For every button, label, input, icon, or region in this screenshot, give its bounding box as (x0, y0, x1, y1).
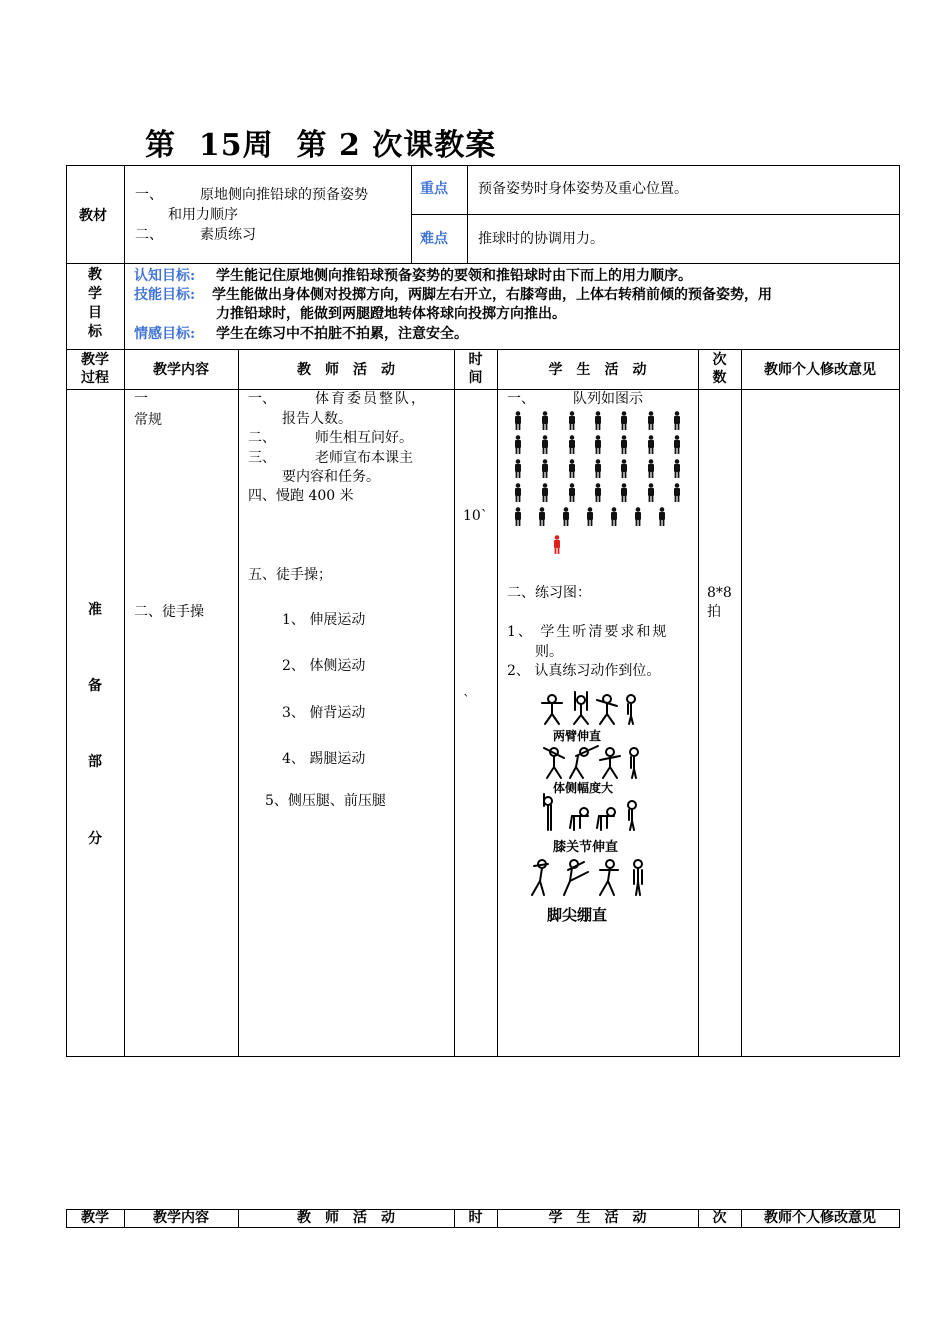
jiaocai-item2-text: 素质练习 (200, 227, 256, 243)
goal-renzhi-text: 学生能记住原地侧向推铅球预备姿势的要领和推铅球时由下而上的用力顺序。 (216, 268, 692, 284)
col-opinion-header: 教师个人修改意见 (764, 362, 876, 378)
content-item2: 二、徒手操 (134, 604, 204, 620)
col-process-header-line1: 教学 (81, 352, 109, 368)
goal-renzhi-label: 认知目标: (134, 268, 196, 284)
student-formation (515, 411, 680, 526)
zhongdian-text: 预备姿势时身体姿势及重心位置。 (478, 181, 688, 197)
student-l4: 2、 认真练习动作到位。 (507, 663, 661, 679)
col-count-header (698, 351, 741, 387)
col-teacher-header: 教 师 活 动 (297, 362, 395, 378)
teacher-l4: 四、慢跑 400 米 (248, 488, 354, 504)
student-l3-cont: 则。 (535, 644, 563, 660)
teacher-l3-text: 老师宣布本课主 (315, 450, 413, 466)
teacher-l3-num: 三、 (248, 450, 276, 466)
count-value: 8*8 (707, 585, 732, 601)
teacher-figure (554, 535, 560, 554)
stick-figure-side-bend-4 (630, 748, 638, 778)
goals-label-3: 目 (88, 305, 102, 321)
teacher-l2-num: 二、 (248, 430, 276, 446)
exercise-caption-3: 膝关节伸直 (553, 840, 619, 855)
stick-figure-side-bend-2 (570, 746, 598, 778)
student-l2: 二、练习图： (507, 585, 591, 601)
time-value: 10` (463, 508, 488, 524)
phase-char-2: 备 (88, 678, 102, 694)
teacher-l1-cont: 报告人数。 (282, 411, 352, 427)
footer-col-process: 教学 (81, 1210, 109, 1226)
phase-char-1: 准 (88, 602, 102, 618)
teacher-ex2: 2、 体侧运动 (282, 658, 366, 674)
stick-figure-kick-2 (564, 860, 588, 895)
stick-figure-arms-overhead (574, 692, 588, 724)
jiaocai-item1-text-cont: 和用力顺序 (168, 207, 238, 223)
stick-figure-bend-1 (544, 794, 552, 830)
jiaocai-label: 教材 (79, 208, 107, 224)
jiaocai-item1-num: 一、 (135, 187, 163, 203)
stick-figure-bend-4 (628, 801, 636, 830)
teacher-l1-num: 一、 (248, 391, 276, 407)
teacher-l2-text: 师生相互问好。 (315, 430, 413, 446)
goal-jineng-text-cont: 力推铅球时，能做到两腿蹬地转体将球向投掷方向推出。 (216, 306, 566, 322)
exercise-caption-1: 两臂伸直 (553, 729, 602, 743)
student-l1-text: 队列如图示 (573, 391, 643, 407)
jiaocai-item1-text: 原地侧向推铅球的预备姿势 (200, 187, 368, 203)
goal-qinggan-label: 情感目标: (134, 326, 196, 342)
col-time-header-line2: 间 (468, 370, 483, 386)
teacher-ex3: 3、 俯背运动 (282, 705, 366, 721)
formation-diagram (505, 405, 705, 565)
stick-figure-arms-up (542, 695, 562, 724)
stick-figure-side-bend-1 (544, 748, 564, 778)
teacher-l1-text: 体育委员整队， (315, 391, 427, 407)
teacher-ex4: 4、 踢腿运动 (282, 751, 366, 767)
stick-figure-kick-3 (600, 860, 618, 895)
footer-col-opinion: 教师个人修改意见 (764, 1210, 876, 1226)
phase-char-4: 分 (88, 831, 102, 847)
count-unit: 拍 (707, 604, 721, 620)
stick-figure-kick-1 (532, 860, 548, 895)
col-student-header: 学 生 活 动 (548, 362, 647, 378)
col-process-header (66, 351, 124, 387)
goals-label-1: 教 (88, 267, 102, 283)
exercise-caption-4: 脚尖绷直 (547, 906, 608, 924)
zhongdian-label: 重点 (420, 181, 448, 197)
stick-figure-arms-side (597, 695, 617, 724)
formation-row-1 (515, 411, 680, 430)
footer-col-time: 时 (468, 1210, 483, 1226)
phase-char-3: 部 (88, 754, 102, 770)
goal-jineng-text: 学生能做出身体侧对投掷方向，两脚左右开立，右膝弯曲，上体右转稍前倾的预备姿势，用 (212, 287, 772, 303)
teacher-l5: 五、徒手操； (248, 567, 332, 583)
exercise-caption-2: 体侧幅度大 (553, 781, 614, 795)
stick-figure-bend-3 (597, 808, 615, 830)
student-l1-num: 一、 (507, 391, 535, 407)
page-title: 第 15周 第 2 次课教案 (145, 128, 497, 163)
stick-figure-kick-4 (634, 860, 642, 895)
col-count-header-line2: 数 (712, 370, 727, 386)
formation-row-2 (515, 435, 680, 454)
nandian-label: 难点 (420, 231, 448, 247)
goal-jineng-label: 技能目标: (134, 287, 196, 303)
student-l3: 1、 学生听清要求和规 (507, 624, 669, 640)
goal-qinggan-text: 学生在练习中不拍脏不拍累，注意安全。 (216, 326, 468, 342)
formation-row-5 (515, 507, 665, 526)
stick-figure-standing (627, 695, 635, 724)
content-item1-num: 一 (134, 391, 148, 407)
content-item1-text: 常规 (134, 412, 162, 428)
col-process-header-line2: 过程 (81, 370, 109, 386)
jiaocai-item2-num: 二、 (135, 227, 163, 243)
stick-figure-bend-2 (570, 808, 588, 830)
exercise-illustration (520, 690, 720, 930)
col-time-header (454, 351, 497, 387)
stick-figure-side-bend-3 (600, 748, 620, 778)
col-time-header-line1: 时 (468, 352, 483, 368)
formation-row-3 (515, 459, 680, 478)
footer-col-count: 次 (712, 1210, 727, 1226)
time-mark: ` (463, 693, 470, 709)
footer-col-content: 教学内容 (153, 1210, 209, 1226)
footer-col-teacher: 教 师 活 动 (297, 1210, 395, 1226)
footer-col-student: 学 生 活 动 (548, 1210, 647, 1226)
teacher-ex5: 5、侧压腿、前压腿 (265, 793, 386, 809)
nandian-text: 推球时的协调用力。 (478, 231, 604, 247)
goals-label-2: 学 (88, 286, 102, 302)
teacher-l3-cont: 要内容和任务。 (282, 469, 380, 485)
formation-row-4 (515, 483, 680, 502)
goals-label-4: 标 (88, 324, 102, 340)
col-count-header-line1: 次 (712, 352, 727, 368)
col-content-header: 教学内容 (153, 362, 209, 378)
teacher-ex1: 1、 伸展运动 (282, 612, 366, 628)
